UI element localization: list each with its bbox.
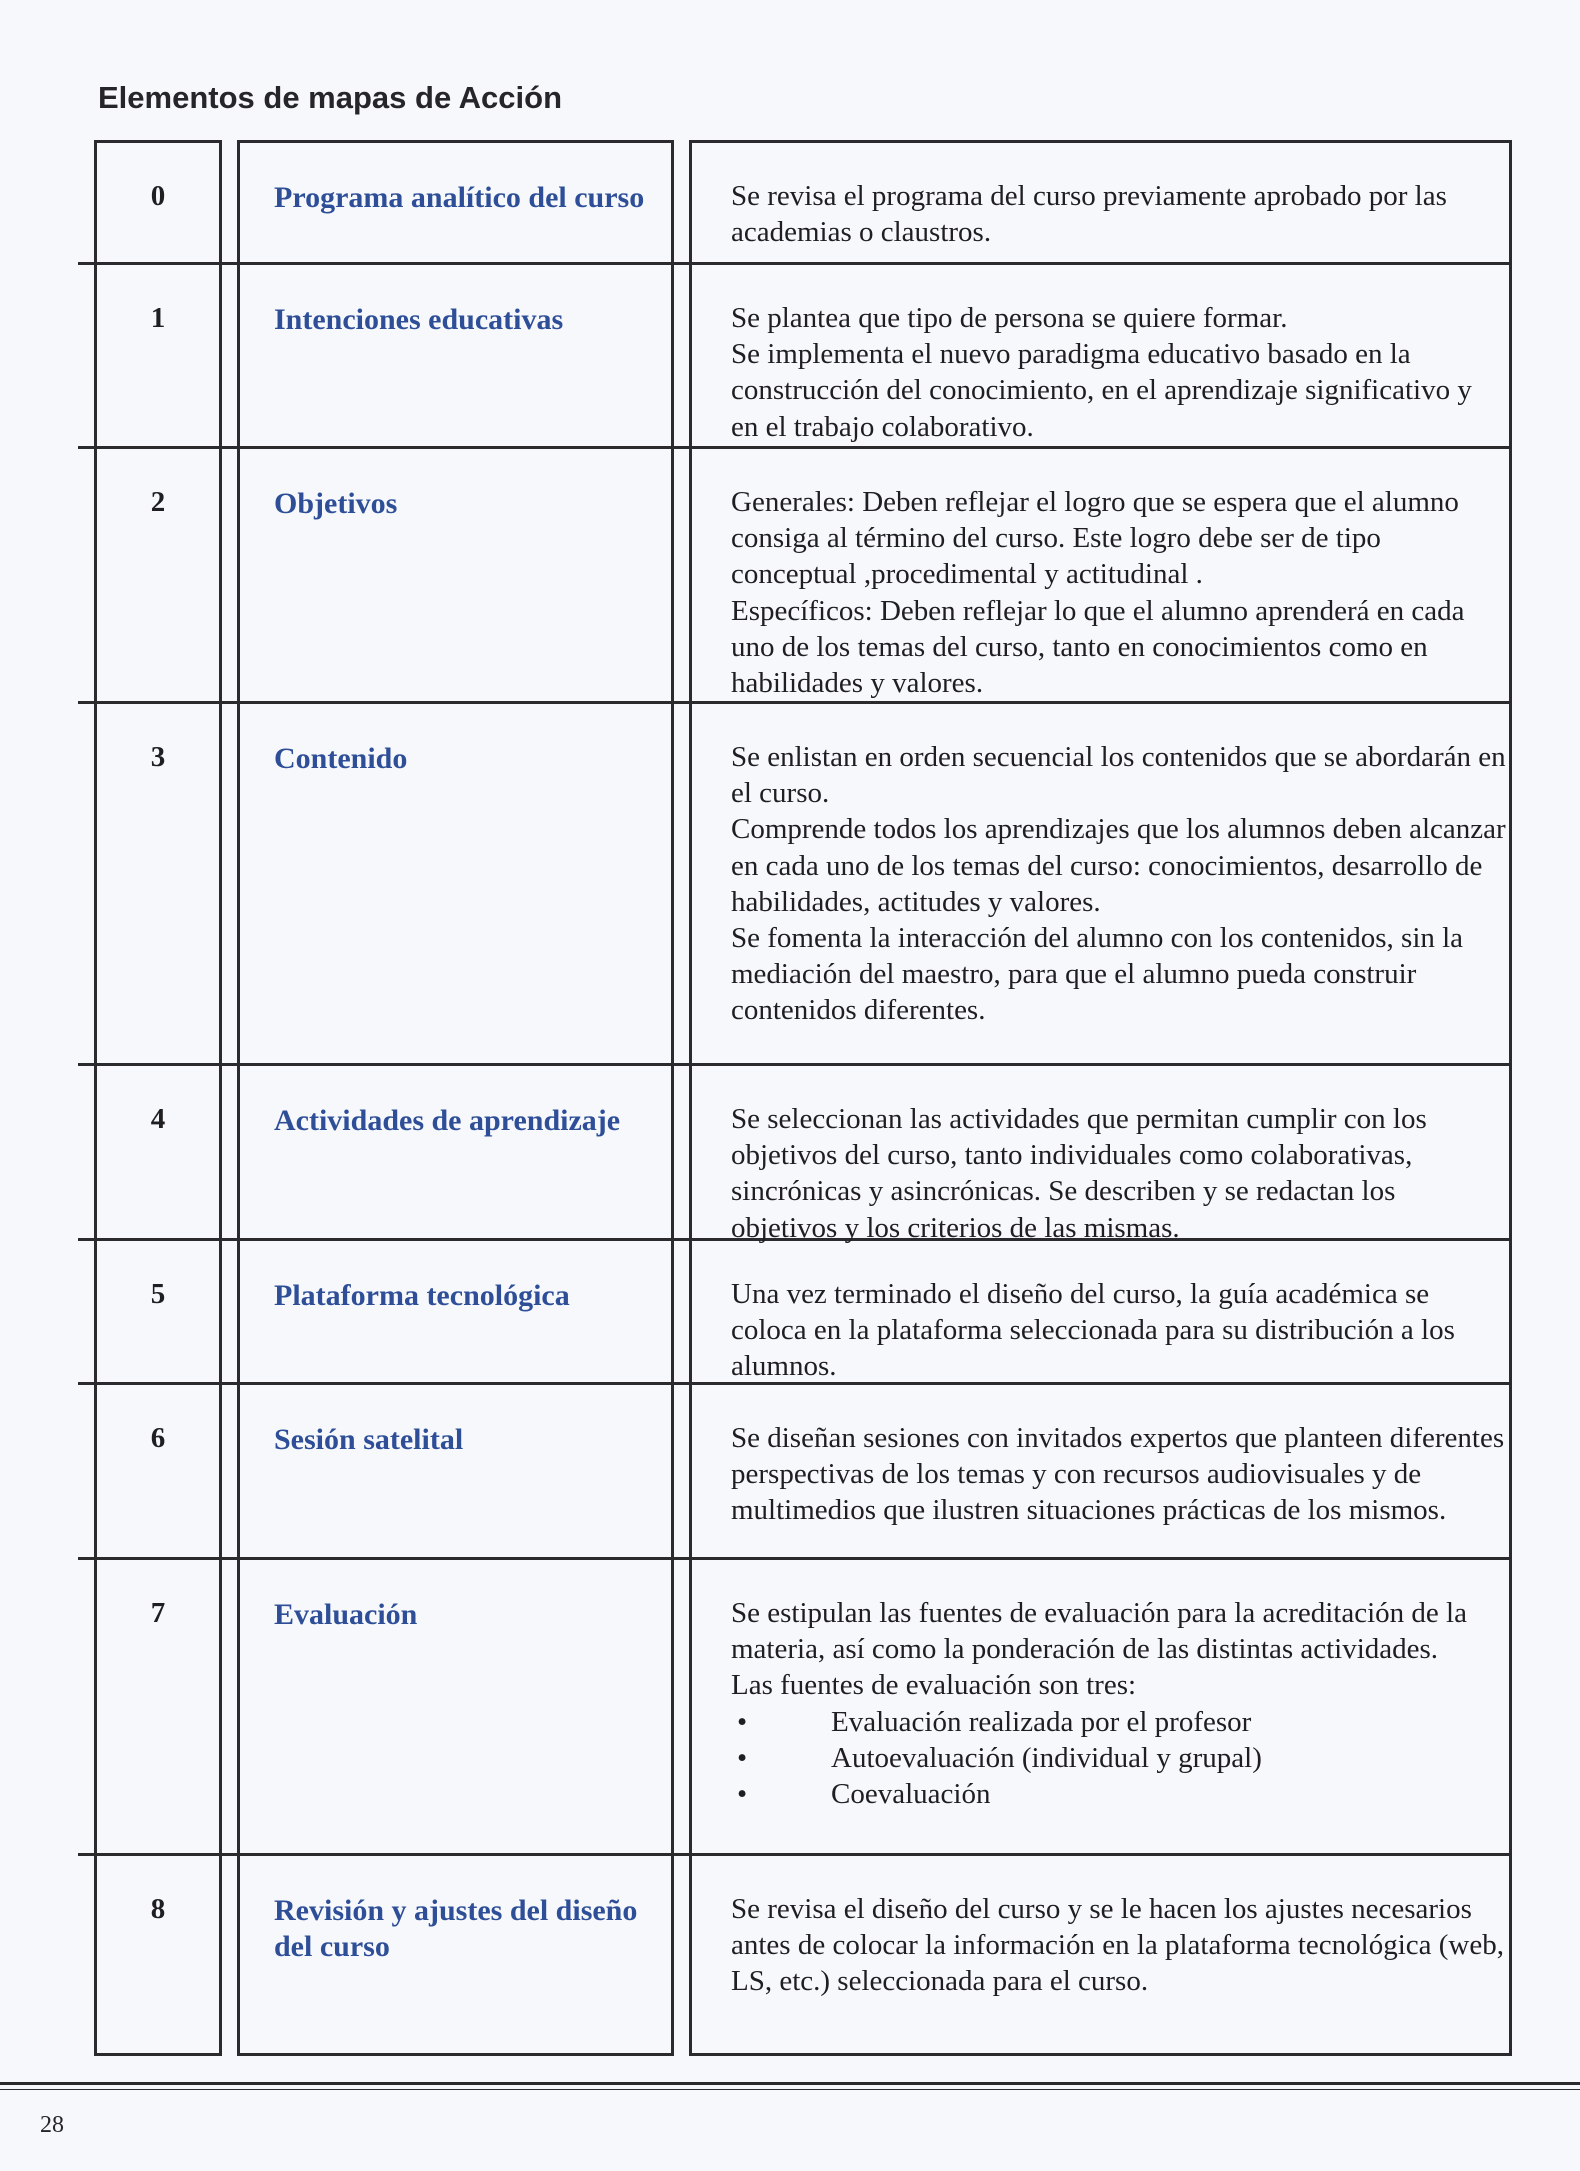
row-number: 3 [150,741,166,773]
row-name: Sesión satelital [274,1423,464,1456]
row-name: Contenido [274,742,408,775]
evaluation-sources-list [731,1704,1506,1813]
row-description [731,484,1506,701]
description-paragraph: Específicos: Deben reflejar lo que el alumno aprenderá en cada uno de los temas del curso, tanto en conocimientos como en habilidades y valores. [731,594,1465,700]
row-description [731,1595,1506,1812]
row-number: 6 [150,1422,166,1454]
row-name: Revisión y ajustes del diseño del curso [274,1894,638,1963]
footer-rule [0,2089,1580,2090]
row-divider [78,1557,1512,1560]
row-description [731,739,1506,1029]
row-number: 0 [150,180,166,212]
row-description [731,1420,1506,1529]
row-name: Intenciones educativas [274,303,564,336]
description-paragraph: Se implementa el nuevo paradigma educativo basado en la construcción del conocimiento, en el aprendizaje significativo y en el trabajo colaborativo. [731,338,1472,443]
page-title: Elementos de mapas de Acción [98,80,563,115]
row-divider [78,1063,1512,1066]
description-paragraph: Se diseñan sesiones con invitados expertos que planteen diferentes perspectivas de los temas y con recursos audiovisuales y de multimedios que ilustren situaciones prácticas de los mismos. [731,1422,1505,1527]
row-name: Objetivos [274,487,398,520]
description-paragraph: Se fomenta la interacción del alumno con los contenidos, sin la mediación del maestro, para que el alumno pueda construir contenidos diferentes. [731,922,1464,1027]
description-paragraph: Las fuentes de evaluación son tres: [731,1669,1137,1702]
description-paragraph: Comprende todos los aprendizajes que los alumnos deben alcanzar en cada uno de los temas del curso: conocimientos, desarrollo de habilidades, actitudes y valores. [731,813,1506,918]
name-column-frame [237,140,674,2056]
list-item: • Autoevaluación (individual y grupal) [731,1740,1506,1776]
page-number: 28 [40,2112,64,2138]
row-number: 4 [150,1103,166,1135]
description-paragraph: Generales: Deben reflejar el logro que se espera que el alumno consiga al término del curso. Este logro debe ser de tipo conceptual ,procedimental y actitudinal . [731,486,1459,591]
row-number: 8 [150,1893,166,1925]
description-paragraph: Se plantea que tipo de persona se quiere formar. [731,302,1288,334]
description-paragraph: Se estipulan las fuentes de evaluación para la acreditación de la materia, así como la ponderación de las distintas actividades. [731,1597,1467,1666]
row-description [731,1276,1506,1385]
row-divider [78,1853,1512,1856]
description-paragraph: Se revisa el diseño del curso y se le hacen los ajustes necesarios antes de colocar la información en la plataforma tecnológica (web, LS, etc.) seleccionada para el curso. [731,1893,1504,1998]
description-paragraph: Se enlistan en orden secuencial los contenidos que se abordarán en el curso. [731,741,1506,810]
row-number: 1 [150,302,166,334]
description-paragraph: Una vez terminado el diseño del curso, la guía académica se coloca en la plataforma seleccionada para su distribución a los alumnos. [731,1278,1455,1383]
list-item: • Evaluación realizada por el profesor [731,1704,1506,1740]
row-divider [78,701,1512,704]
row-divider [78,446,1512,449]
list-item: • Coevaluación [731,1776,1506,1812]
row-divider [78,262,1512,265]
row-number: 5 [150,1278,166,1310]
row-name: Plataforma tecnológica [274,1279,570,1312]
row-name: Programa analítico del curso [274,181,645,214]
row-name: Actividades de aprendizaje [274,1104,621,1137]
row-description [731,300,1506,445]
footer-rule [0,2082,1580,2085]
number-column-frame [94,140,222,2056]
row-name: Evaluación [274,1598,418,1631]
row-number: 2 [150,486,166,518]
row-description [731,1101,1506,1246]
row-description [731,1891,1506,2000]
row-number: 7 [150,1597,166,1629]
row-description [731,178,1506,250]
description-paragraph: Se revisa el programa del curso previamente aprobado por las academias o claustros. [731,180,1447,249]
description-paragraph: Se seleccionan las actividades que permitan cumplir con los objetivos del curso, tanto individuales como colaborativas, sincrónicas y asincrónicas. Se describen y se redactan los objetivos y los criterios de las mismas. [731,1103,1427,1244]
